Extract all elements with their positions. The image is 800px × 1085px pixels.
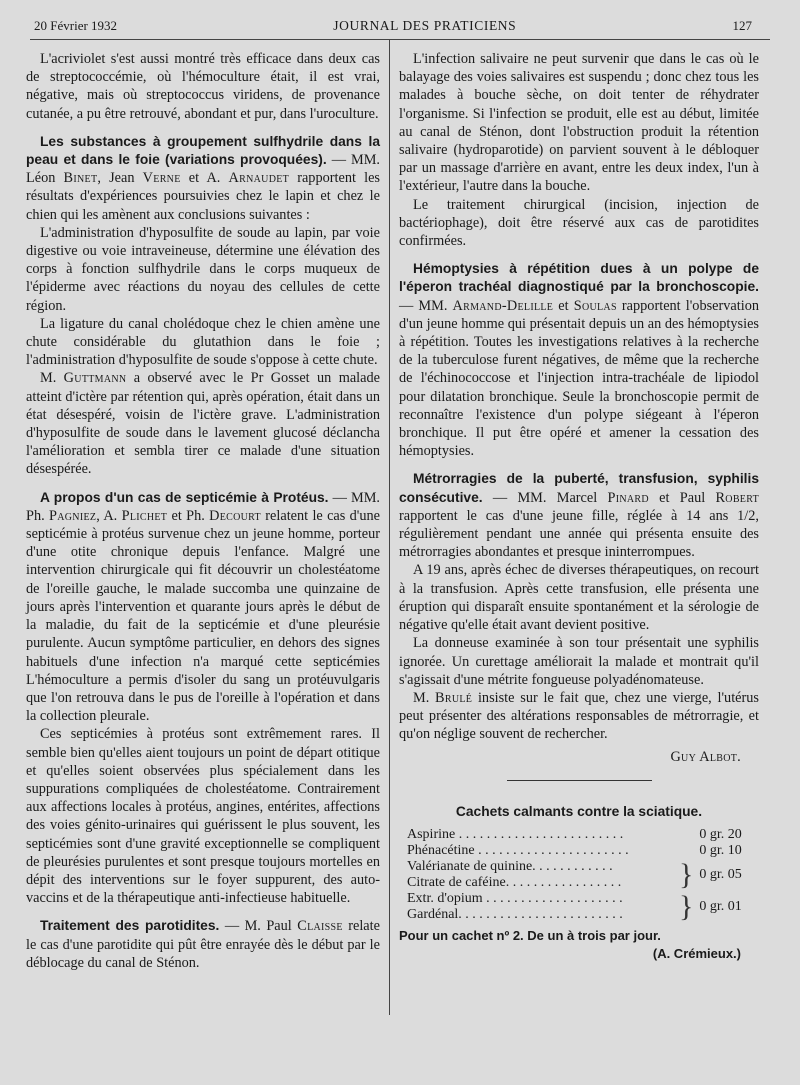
signature: Guy Albot. (670, 748, 741, 765)
paragraph: L'administration d'hyposulfite de soude au lapin, par voie digestive ou voie intraveineuse, détermine une élévation des corps à fonction sulfhydrile dans le corps muqueux de l'épiderme avec réactions du noyau des cellules de cette région. (26, 224, 380, 314)
ingredient-name: Extr. d'opium . . . . . . . . . . . . . . . . . . . . (407, 890, 623, 906)
header-rule (30, 39, 770, 40)
paragraph: Ces septicémies à protéus sont extrêmement rares. Il semble bien qu'elles aient toujours un point de départ otitique et qu'elles soient observées plus spécialement dans les suppurations compliquées de cholestéatome. Contrairement aux affections locales à protéus, angines, entérites, affections des voies génito-urinaires qui guérissent le plus souvent, les septicémies sont d'une gravité exceptionnelle se compliquent de pleurésies purulentes et sont presque toujours mortelles en dépit des interventions sur le foyer suppurent, des auto-vaccins et de la thérapeutique anti-infectieuse habituelle. (26, 726, 380, 907)
author-name: Verne (142, 170, 181, 187)
section-heading: Traitement des parotidites. (40, 918, 220, 934)
prescription-row (407, 843, 747, 859)
section-heading: A propos d'un cas de septicémie à Protéus. (40, 489, 329, 505)
section-sulfhydrile (26, 133, 380, 479)
section-parotidites (26, 917, 380, 972)
author-name: Armand-Delille (452, 297, 554, 314)
section-proteus-body: A propos d'un cas de septicémie à Protéus. — MM. Ph. Pagniez, A. Plichet et Ph. Decourt relatent le cas d'une septicémie à protéus survenue chez un jeune homme, porteur d'une otite chronique depuis l'enfance. Malgré une intervention chirurgicale qui fit découvrir un cholestéatome de l'oreille gauche, le malade succomba une quinzaine de jours après l'intervention et quarante jours après le début de la maladie, du fait de la septicémie et d'une pleurésie purulente. Aucun symptôme particulier, en dehors des signes habituels d'une infection n'a marqué cette septicémies L'hémoculture a permis d'isoler du sang un protéuvulgaris que l'on retrouva dans le pus de l'oreille à l'opération et dans la collection pleurale. (26, 489, 381, 725)
section-metrorragies (399, 470, 759, 765)
author-name: Pagniez (49, 507, 97, 524)
section-parotidites-body: Traitement des parotidites. — M. Paul Claisse relate le cas d'une parotidite qui pût être enrayée dès le début par le déblocage du canal de Sténon. (26, 918, 380, 971)
prescription-table (407, 827, 747, 923)
prescription-row (407, 827, 747, 843)
section-divider (507, 780, 652, 781)
ingredient-quantity: 0 gr. 20 (699, 826, 742, 842)
ingredient-name: Gardénal. . . . . . . . . . . . . . . . . . . . . . . . (407, 906, 623, 922)
paragraph: A 19 ans, après échec de diverses thérapeutiques, on recourt à la transfusion. Après cette transfusion, elle présenta une éruption qui disparaît ensuite spontanément et la sérologie de négative qu'elle était avant devient positive. (399, 562, 759, 634)
column-divider (389, 40, 390, 1015)
ingredient-quantity: 0 gr. 01 (699, 898, 742, 914)
paragraph: La ligature du canal cholédoque chez le chien amène une chute considérable du glutathion dans le foie ; l'administration d'hyposulfite de soude s'oppose à cette chute. (26, 315, 380, 369)
author-name: Pinard (607, 489, 649, 506)
ingredient-quantity: 0 gr. 05 (699, 866, 742, 882)
paragraph: M. Brulé insiste sur le fait que, chez une vierge, l'utérus peut présenter des altérations responsables de métrorragie, et qu'on néglige souvent de rechercher. (399, 689, 759, 743)
ingredient-name: Aspirine . . . . . . . . . . . . . . . . . . . . . . . . (407, 826, 624, 842)
author-name: Guttmann (63, 370, 127, 387)
section-hemoptysies-body: Hémoptysies à répétition dues à un polype de l'éperon trachéal diagnostiqué par la bronchoscopie. — MM. Armand-Delille et Soulas rapportent l'observation d'un jeune homme qui présentait depuis un an des hémoptysies à répétition. Toutes les investigations relatives à la recherche de la tuberculose furent négatives, de même que la recherche de l'échinococcose et l'injection intra-trachéale de lipiodol pour dilatation bronchique. Seule la bronchoscopie permit de reconnaître l'existence d'un polype siégeant à l'éperon bronchique. Il put être opéré et amener la cessation des hémoptysies. (399, 261, 759, 460)
section-heading: Les substances à groupement sulfhydrile dans la peau et dans le foie (variations provoquées). (26, 133, 380, 168)
prescription-row (407, 891, 747, 907)
prescription-author: (A. Crémieux.) (652, 946, 741, 962)
author-name: Robert (715, 489, 759, 506)
ingredient-name: Valérianate de quinine. . . . . . . . . . . . (407, 858, 613, 874)
section-hemoptysies (399, 260, 759, 460)
prescription-title: Cachets calmants contre la sciatique. (455, 803, 703, 819)
paragraph: L'infection salivaire ne peut survenir que dans le cas où le balayage des voies salivaires est suspendu ; donc chez tous les malades à bouche sèche, on doit tenter de réhydrater l'organisme. Si l'infection se produit, elle est au début, limitée au canal de Sténon, dont l'obstruction produit la rétention salivaire (hydroparotide) on parvient souvent à le débloquer par un massage d'arrière en avant, entre les deux index, l'un à l'extérieur, l'autre dans la bouche. (399, 51, 759, 195)
author-name: Arnaudet (228, 170, 290, 187)
brace-icon: } (679, 857, 694, 891)
section-metrorragies-body: Métrorragies de la puberté, transfusion, syphilis consécutive. — MM. Marcel Pinard et Paul Robert rapportent le cas d'une jeune fille, réglée à 14 ans 1/2, régulièrement pendant une année qui présenta ensuite des métrorragies abondantes et presque ininterrompues. (399, 471, 759, 561)
section-heading: Métrorragies de la puberté, transfusion, syphilis consécutive. (399, 471, 759, 505)
left-column (26, 50, 380, 972)
prescription-row (407, 859, 747, 875)
paragraph: La donneuse examinée à son tour présentait une syphilis ignorée. Un curettage améliorait la malade et montrait qu'il s'agissait d'une métrite fongueuse polyadénomateuse. (399, 635, 759, 688)
prescription-box (399, 803, 759, 964)
paragraph-acriviolet: L'acriviolet s'est aussi montré très efficace dans deux cas de streptococcémie, où l'hémoculture était, il est vrai, négative, mais où streptococcus viridens, de provenance cutanée, a pu être retrouvé, abondant et pur, dans l'uroculture. (26, 51, 380, 122)
author-name: Decourt (209, 507, 261, 524)
author-name: Claisse (297, 918, 343, 935)
prescription-dosage: Pour un cachet nº 2. De un à trois par jour. (399, 927, 661, 943)
right-column (399, 50, 759, 963)
brace-icon: } (679, 889, 694, 923)
author-name: Plichet (121, 507, 168, 524)
section-sulfhydrile-body: Les substances à groupement sulfhydrile dans la peau et dans le foie (variations provoquées). — MM. Léon Binet, Jean Verne et A. Arnaudet rapportent les résultats d'expériences poursuivies chez le lapin et chez le chien qui les amènent aux conclusions suivantes : (26, 133, 380, 223)
ingredient-quantity: 0 gr. 10 (699, 842, 742, 858)
section-heading: Hémoptysies à répétition dues à un polype de l'éperon trachéal diagnostiqué par la bronchoscopie. (399, 261, 759, 295)
journal-title: JOURNAL DES PRATICIENS (333, 18, 517, 33)
paragraph: M. Guttmann a observé avec le Pr Gosset un malade atteint d'ictère par rétention qui, après opération, était dans un état désespéré, voisin de l'ictère grave. L'administration d'hyposulfite de soude dans le lavement glucosé déclancha l'amélioration et sembla tirer ce malade d'une situation désespérée. (26, 370, 380, 478)
issue-date: 20 Février 1932 (34, 18, 118, 33)
page-header (34, 18, 752, 38)
paragraph: Le traitement chirurgical (incision, injection de bactériophage), doit être réservé aux cas de parotidites confirmées. (399, 196, 759, 250)
author-name: Binet (63, 170, 98, 187)
author-name: Soulas (573, 297, 617, 314)
section-proteus (26, 489, 380, 908)
ingredient-name: Phénacétine . . . . . . . . . . . . . . . . . . . . . . (407, 842, 629, 858)
ingredient-name: Citrate de caféine. . . . . . . . . . . . . . . . . (407, 874, 622, 890)
page-number: 127 (732, 18, 752, 33)
author-name: Brulé (435, 689, 473, 706)
